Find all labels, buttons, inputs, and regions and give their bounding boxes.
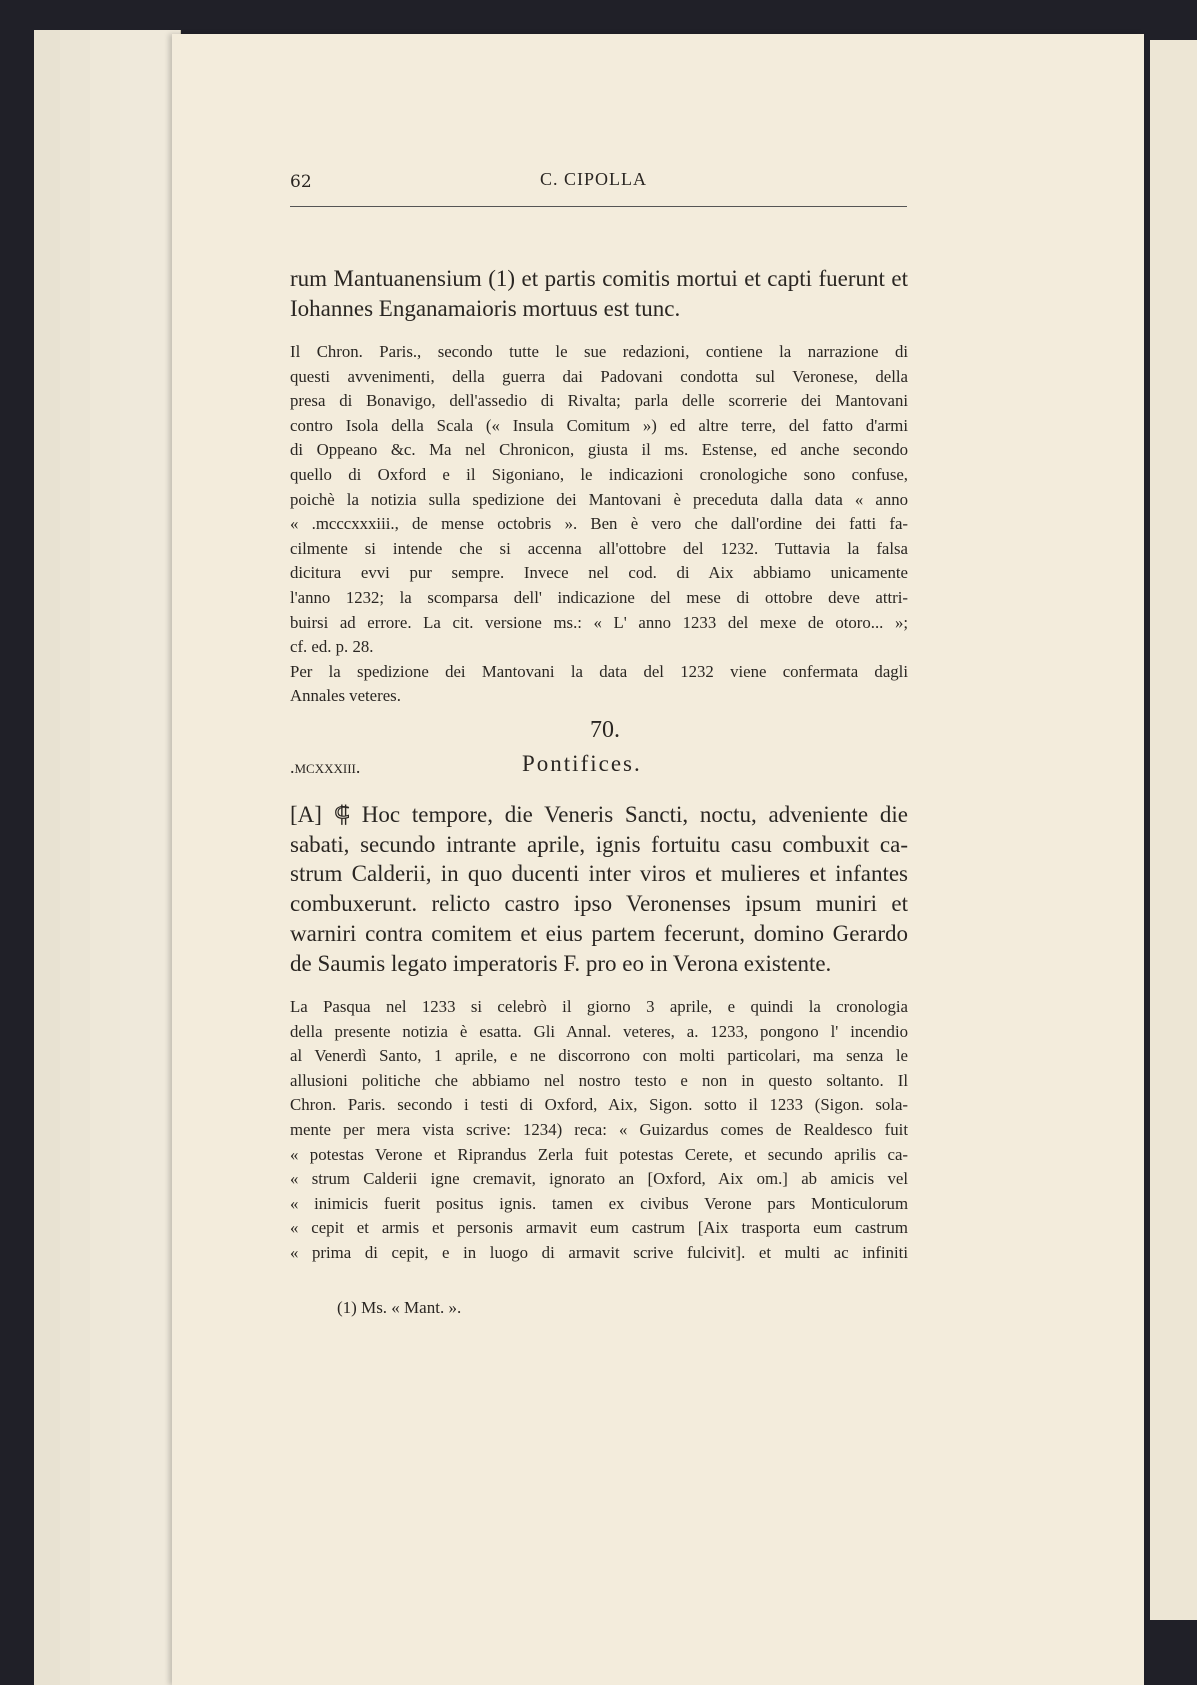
text-line: « prima di cepit, e in luogo di armavit scrive fulcivit]. et multi ac infiniti <box>290 1243 908 1262</box>
text-line: « .mcccxxxiii., de mense octobris ». Ben è vero che dall'ordine dei fatti fa- <box>290 514 908 534</box>
text-line: Annales veteres. <box>290 686 401 706</box>
text-line: Chron. Paris. secondo i testi di Oxford, Aix, Sigon. sotto il 1233 (Sigon. sola- <box>290 1095 908 1115</box>
section-title: Pontifices. <box>522 751 642 776</box>
running-title: C. CIPOLLA <box>540 169 648 189</box>
text-line: dicitura evvi pur sempre. Invece nel cod. di Aix abbiamo unicamente <box>290 563 908 583</box>
text-line: contro Isola della Scala (« Insula Comitum ») ed altre terre, del fatto d'armi <box>290 415 908 435</box>
text-line: di Oppeano &c. Ma nel Chronicon, giusta il ms. Estense, ed anche secondo <box>290 440 908 460</box>
text-line: combuxerunt. relicto castro ipso Veronenses ipsum muniri et <box>290 891 908 917</box>
text-line: cilmente si intende che si accenna all'ottobre del 1232. Tuttavia la falsa <box>290 538 908 558</box>
text-line: presa di Bonavigo, dell'assedio di Rivalta; parla delle scorrerie dei Mantovani <box>290 391 908 411</box>
text-line: rum Mantuanensium (1) et partis comitis mortui et capti fuerunt et <box>290 266 908 291</box>
text-line: l'anno 1232; la scomparsa dell' indicazione del mese di ottobre deve attri- <box>290 588 908 607</box>
section-number: 70. <box>590 717 620 743</box>
footnote: (1) Ms. « Mant. ». <box>337 1298 462 1317</box>
text-line: questi avvenimenti, della guerra dai Padovani condotta sul Veronese, della <box>290 366 908 386</box>
text-line: della presente notizia è esatta. Gli Annal. veteres, a. 1233, pongono l' incendio <box>290 1021 908 1041</box>
text-line: Il Chron. Paris., secondo tutte le sue redazioni, contiene la narrazione di <box>290 342 908 361</box>
text-line: buirsi ad errore. La cit. versione ms.: « L' anno 1233 del mexe de otoro... »; <box>290 612 908 632</box>
text-line: sabati, secundo intrante aprile, ignis fortuitu casu combuxit ca- <box>290 831 908 857</box>
text-line: de Saumis legato imperatoris F. pro eo in Verona existente. <box>290 950 832 976</box>
text-line: « potestas Verone et Riprandus Zerla fuit potestas Cerete, et secundo aprilis ca- <box>290 1144 908 1164</box>
header-rule <box>290 206 907 207</box>
page-number: 62 <box>290 172 312 192</box>
text-line: Per la spedizione dei Mantovani la data del 1232 viene confermata dagli <box>290 661 908 681</box>
section-date: .mcxxxiii. <box>290 757 361 777</box>
text-line: poichè la notizia sulla spedizione dei Mantovani è preceduta dalla data « anno <box>290 489 908 509</box>
text-line: Iohannes Enganamaioris mortuus est tunc. <box>290 296 681 321</box>
text-line: « inimicis fuerit positus ignis. tamen ex civibus Verone pars Monticulorum <box>290 1193 908 1213</box>
text-line: [A] ⸿ Hoc tempore, die Veneris Sancti, noctu, adveniente die <box>290 802 908 827</box>
text-line: mente per mera vista scrive: 1234) reca: « Guizardus comes de Realdesco fuit <box>290 1120 908 1139</box>
facing-page-edge <box>1150 40 1197 1620</box>
text-line: La Pasqua nel 1233 si celebrò il giorno 3 aprile, e quindi la cronologia <box>290 997 908 1016</box>
text-line: « cepit et armis et personis armavit eum castrum [Aix trasporta eum castrum <box>290 1218 908 1238</box>
text-line: allusioni politiche che abbiamo nel nostro testo e non in questo soltanto. Il <box>290 1070 908 1090</box>
text-line: quello di Oxford e il Sigoniano, le indicazioni cronologiche sono confuse, <box>290 465 908 484</box>
text-line: al Venerdì Santo, 1 aprile, e ne discorrono con molti particolari, ma senza le <box>290 1046 908 1066</box>
text-line: « strum Calderii igne cremavit, ignorato an [Oxford, Aix om.] ab amicis vel <box>290 1169 908 1189</box>
text-line: strum Calderii, in quo ducenti inter viros et mulieres et infantes <box>290 861 908 887</box>
text-line: cf. ed. p. 28. <box>290 637 374 657</box>
text-line: warniri contra comitem et eius partem fecerunt, domino Gerardo <box>290 920 908 946</box>
